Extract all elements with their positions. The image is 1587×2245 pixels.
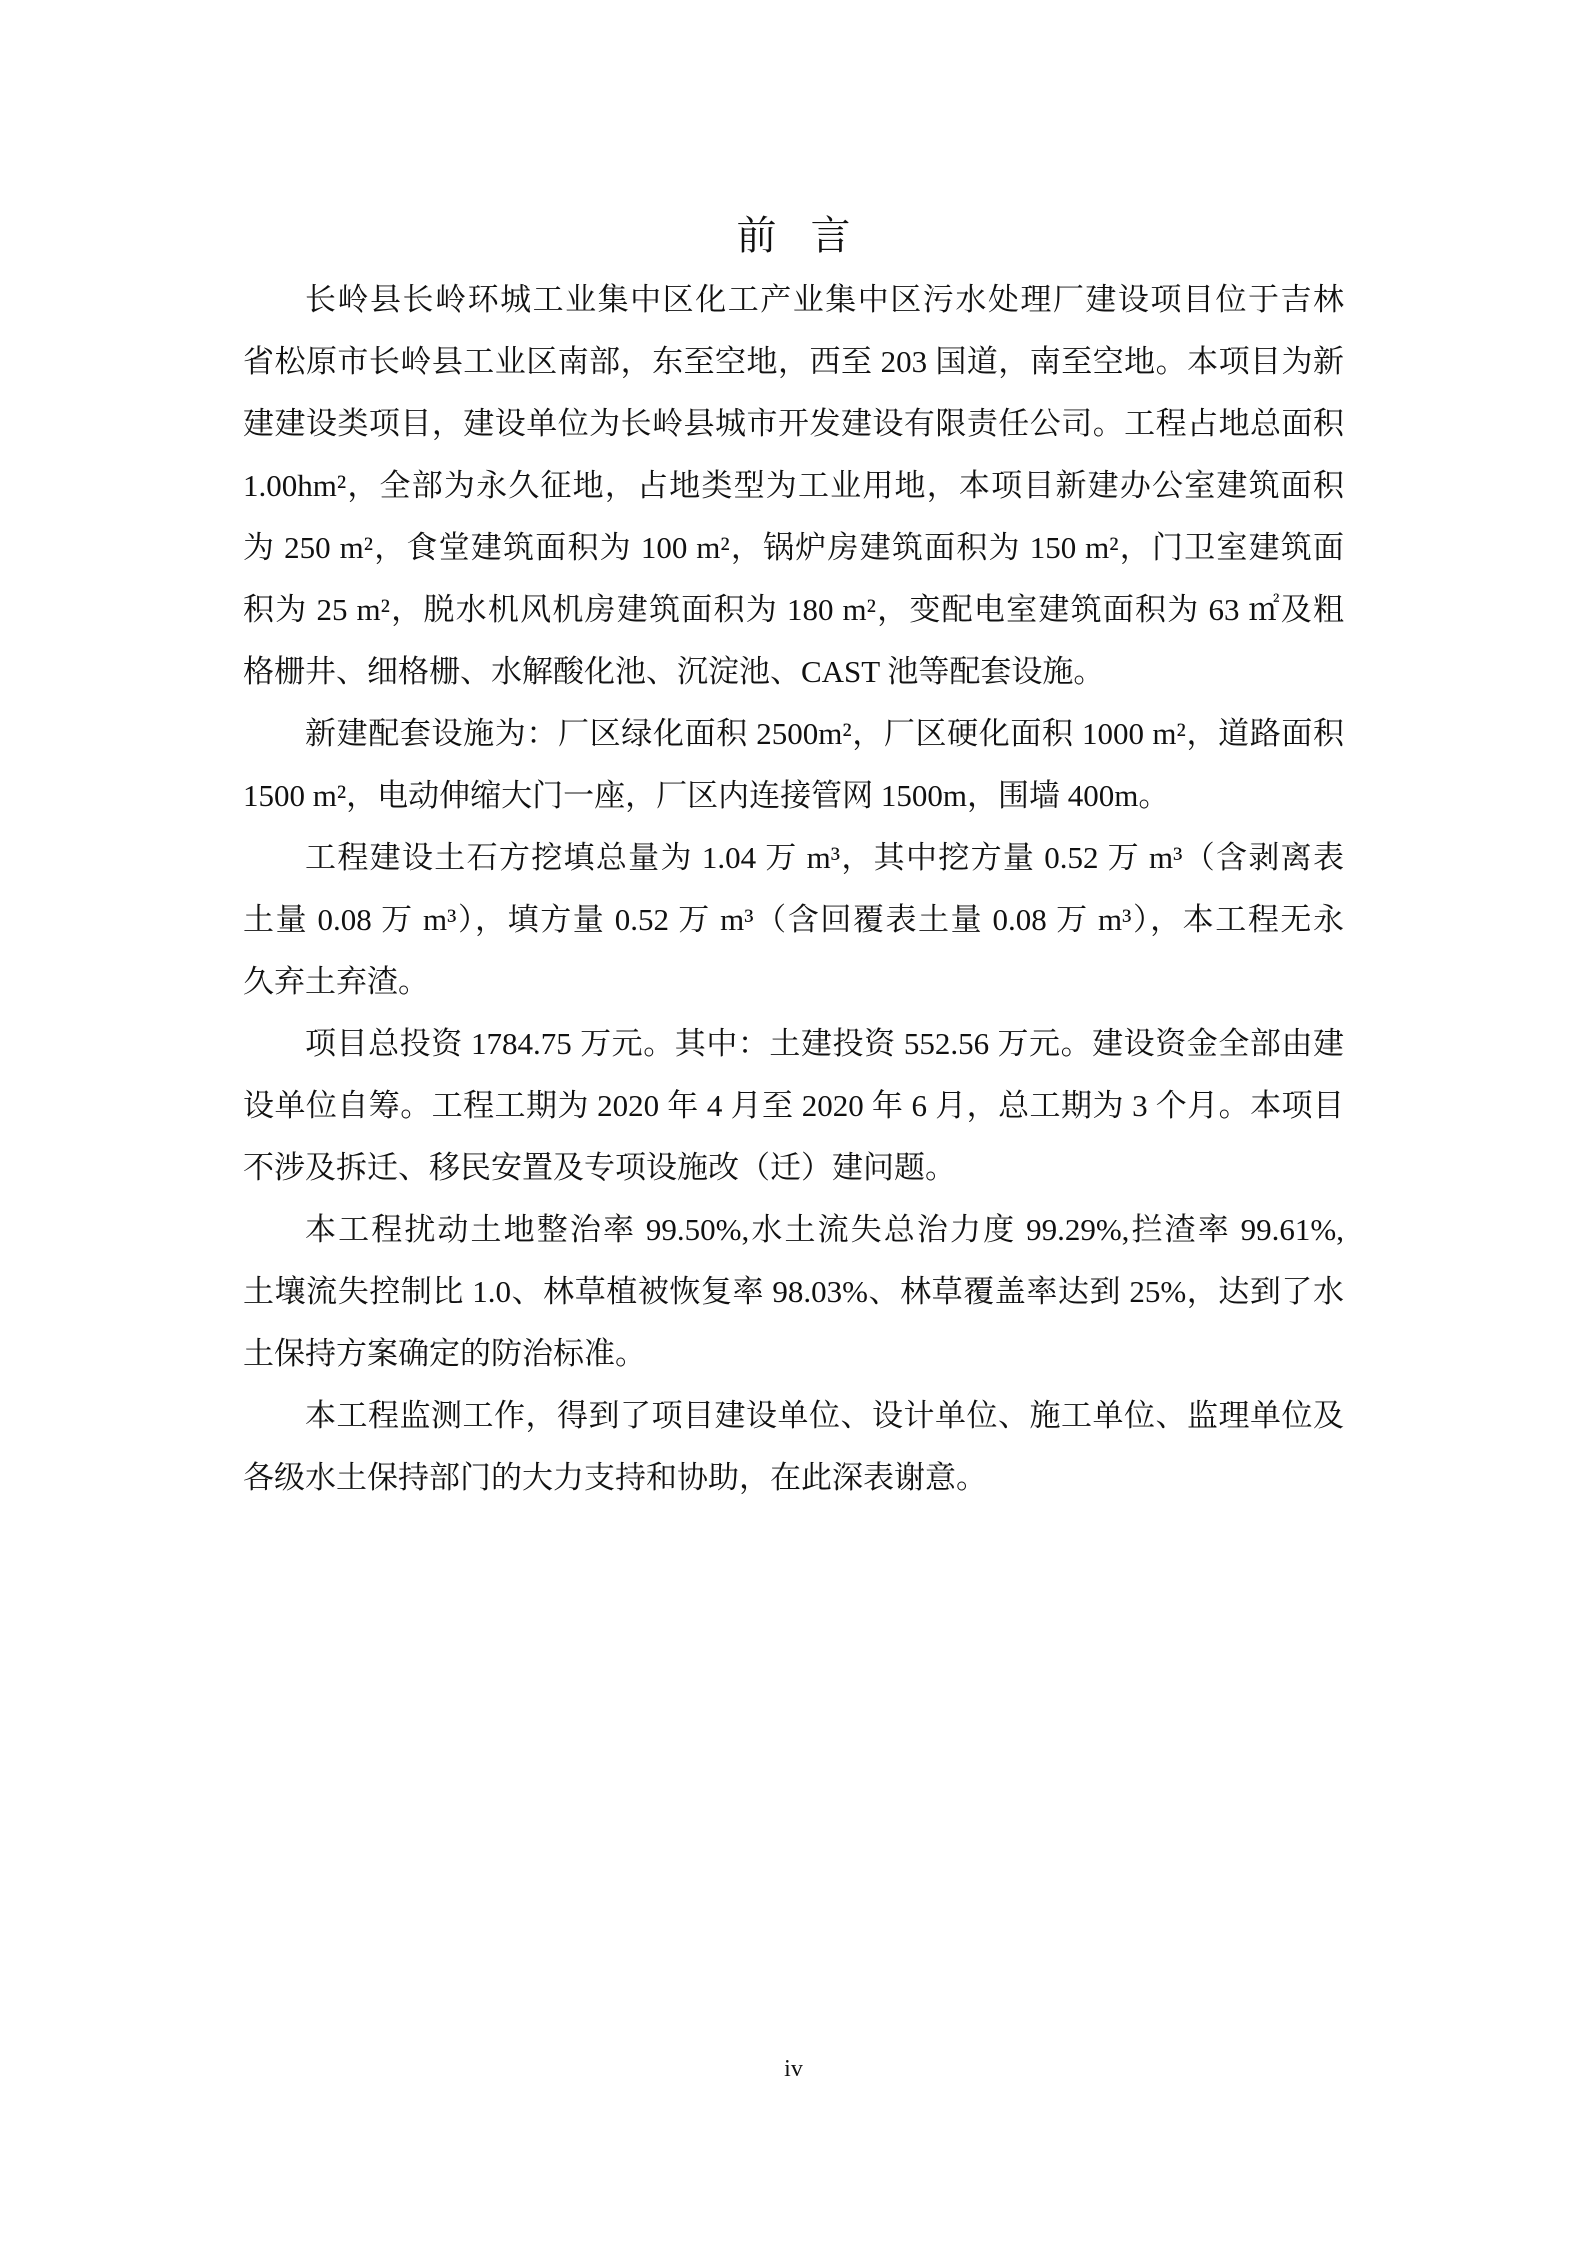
text-line: 省松原市长岭县工业区南部，东至空地，西至 203 国道，南至空地。本项目为新 — [243, 344, 1344, 379]
page-title: 前 言 — [736, 213, 851, 258]
text-line: 为 250 m²，食堂建筑面积为 100 m²，锅炉房建筑面积为 150 m²，门卫室建筑面 — [243, 530, 1344, 565]
text-line: 1500 m²，电动伸缩大门一座，厂区内连接管网 1500m，围墙 400m。 — [243, 778, 1170, 813]
page-number: iv — [784, 2056, 803, 2082]
text-line: 各级水土保持部门的大力支持和协助，在此深表谢意。 — [243, 1460, 987, 1495]
text-line: 不涉及拆迁、移民安置及专项设施改（迁）建问题。 — [243, 1150, 956, 1185]
paragraph-supporting-facilities — [243, 703, 1344, 827]
text-line: 设单位自筹。工程工期为 2020 年 4 月至 2020 年 6 月，总工期为 3 个月。本项目 — [243, 1088, 1344, 1123]
document-body — [243, 269, 1344, 1509]
text-line: 建建设类项目，建设单位为长岭县城市开发建设有限责任公司。工程占地总面积 — [243, 406, 1344, 441]
text-line: 长岭县长岭环城工业集中区化工产业集中区污水处理厂建设项目位于吉林 — [305, 282, 1344, 317]
paragraph-project-overview — [243, 269, 1344, 703]
text-line: 本工程监测工作，得到了项目建设单位、设计单位、施工单位、监理单位及 — [305, 1398, 1344, 1433]
paragraph-earthwork — [243, 827, 1344, 1013]
text-line: 土壤流失控制比 1.0、林草植被恢复率 98.03%、林草覆盖率达到 25%，达到了水 — [243, 1274, 1344, 1309]
text-line: 新建配套设施为：厂区绿化面积 2500m²，厂区硬化面积 1000 m²，道路面积 — [305, 716, 1344, 751]
text-line: 1.00hm²，全部为永久征地，占地类型为工业用地，本项目新建办公室建筑面积 — [243, 468, 1344, 503]
text-line: 土量 0.08 万 m³），填方量 0.52 万 m³（含回覆表土量 0.08 万 m³），本工程无永 — [243, 902, 1344, 937]
text-line: 格栅井、细格栅、水解酸化池、沉淀池、CAST 池等配套设施。 — [243, 654, 1105, 689]
paragraph-control-targets — [243, 1199, 1344, 1385]
text-line: 工程建设土石方挖填总量为 1.04 万 m³，其中挖方量 0.52 万 m³（含剥离表 — [305, 840, 1344, 875]
text-line: 项目总投资 1784.75 万元。其中：土建投资 552.56 万元。建设资金全部由建 — [305, 1026, 1344, 1061]
paragraph-acknowledgement — [243, 1385, 1344, 1509]
paragraph-investment — [243, 1013, 1344, 1199]
text-line: 本工程扰动土地整治率 99.50%,水土流失总治力度 99.29%,拦渣率 99.61%, — [305, 1212, 1344, 1247]
text-line: 积为 25 m²，脱水机风机房建筑面积为 180 m²，变配电室建筑面积为 63 ㎡及粗 — [243, 592, 1344, 627]
text-line: 久弃土弃渣。 — [243, 964, 429, 999]
text-line: 土保持方案确定的防治标准。 — [243, 1336, 646, 1371]
